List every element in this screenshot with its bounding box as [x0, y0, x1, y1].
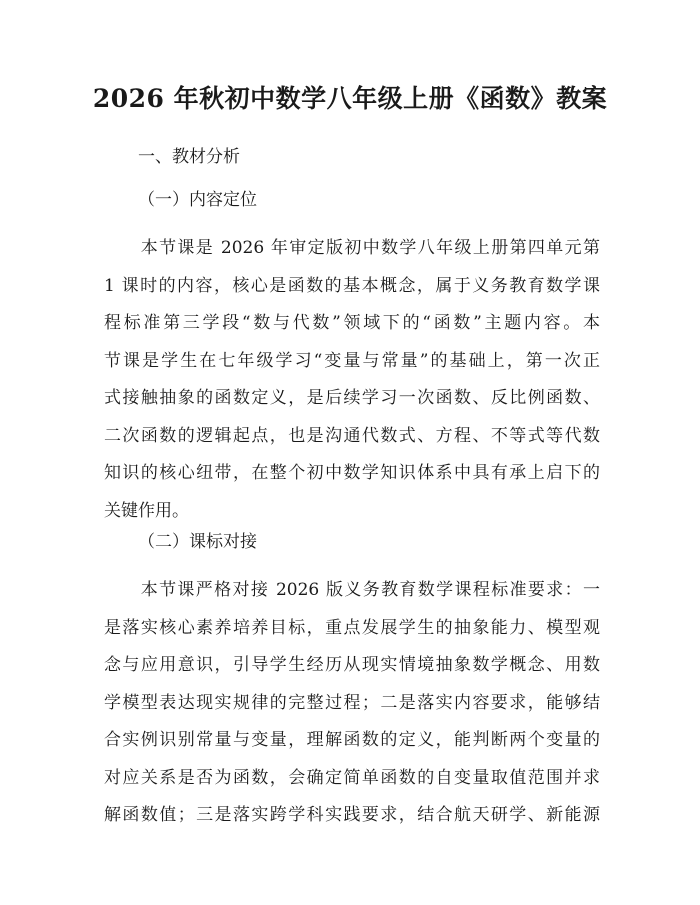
paragraph-line: 1 课时的内容，核心是函数的基本概念，属于义务教育数学课: [104, 275, 600, 296]
paragraph-line: 式接触抽象的函数定义，是后续学习一次函数、反比例函数、: [104, 388, 600, 408]
paragraph-line: 节课是学生在七年级学习“变量与常量”的基础上，第一次正: [104, 350, 600, 371]
paragraph-line: 本节课严格对接 2026 版义务教育数学课程标准要求：一: [104, 580, 600, 600]
paragraph-content-positioning: [104, 230, 600, 530]
paragraph-line: 学模型表达现实规律的完整过程；二是落实内容要求，能够结: [104, 692, 600, 713]
subsection-heading-curriculum-alignment: （二）课标对接: [138, 532, 257, 552]
paragraph-line: 程标准第三学段“数与代数”领域下的“函数”主题内容。本: [104, 313, 600, 333]
paragraph-line: 知识的核心纽带，在整个初中数学知识体系中具有承上启下的: [104, 463, 600, 483]
paragraph-line: 合实例识别常量与变量，理解函数的定义，能判断两个变量的: [104, 730, 600, 750]
paragraph-line: 是落实核心素养培养目标，重点发展学生的抽象能力、模型观: [104, 617, 600, 638]
paragraph-curriculum-alignment: [104, 572, 600, 835]
paragraph-line: 解函数值；三是落实跨学科实践要求，结合航天研学、新能源: [104, 805, 600, 825]
paragraph-line: 对应关系是否为函数，会确定简单函数的自变量取值范围并求: [104, 767, 600, 788]
paragraph-line: 念与应用意识，引导学生经历从现实情境抽象数学概念、用数: [104, 655, 600, 675]
section-heading-textbook-analysis: 一、教材分析: [138, 147, 240, 167]
subsection-heading-content-positioning: （一）内容定位: [138, 190, 257, 210]
paragraph-line: 本节课是 2026 年审定版初中数学八年级上册第四单元第: [104, 238, 600, 258]
paragraph-line: 二次函数的逻辑起点，也是沟通代数式、方程、不等式等代数: [104, 425, 600, 446]
paragraph-line: 关键作用。: [104, 500, 189, 521]
document-title: 2026 年秋初中数学八年级上册《函数》教案: [92, 84, 608, 113]
